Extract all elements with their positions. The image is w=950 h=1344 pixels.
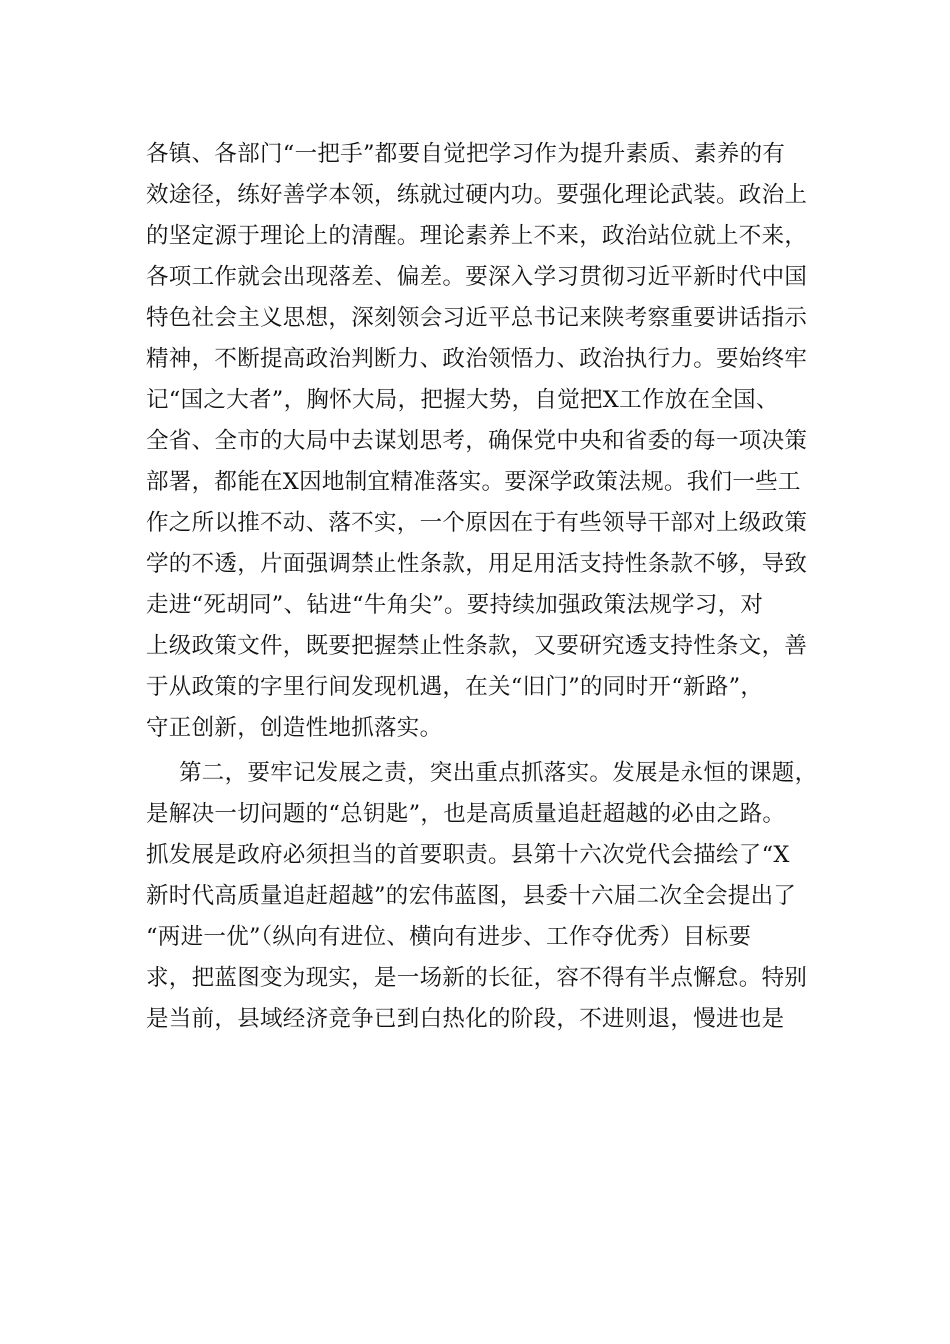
body-text bbox=[146, 134, 818, 1040]
text-line: 求，把蓝图变为现实，是一场新的长征，容不得有半点懈怠。特别 bbox=[146, 965, 808, 991]
text-line: 各镇、各部门“一把手”都要自觉把学习作为提升素质、素养的有 bbox=[146, 141, 786, 167]
text-line: 各项工作就会出现落差、偏差。要深入学习贯彻习近平新时代中国 bbox=[146, 264, 808, 290]
text-line: 学的不透，片面强调禁止性条款，用足用活支持性条款不够，导致 bbox=[146, 551, 808, 577]
paragraph-1 bbox=[146, 134, 810, 749]
text-line: 新时代高质量追赶超越”的宏伟蓝图，县委十六届二次全会提出了 bbox=[146, 883, 797, 909]
text-line: 效途径，练好善学本领，练就过硬内功。要强化理论武装。政治上 bbox=[146, 182, 808, 208]
text-line: 是当前，县域经济竞争已到白热化的阶段，不进则退，慢进也是 bbox=[146, 1006, 785, 1032]
text-line: 是解决一切问题的“总钥匙”，也是高质量追赶超越的必由之路。 bbox=[146, 801, 786, 827]
text-line: 抓发展是政府必须担当的首要职责。县第十六次党代会描绘了“X bbox=[146, 842, 790, 868]
text-line: 记“国之大者”，胸怀大局，把握大势，自觉把X工作放在全国、 bbox=[146, 387, 779, 413]
text-line: 上级政策文件，既要把握禁止性条款，又要研究透支持性条文，善 bbox=[146, 633, 808, 659]
text-line: 走进“死胡同”、钻进“牛角尖”。要持续加强政策法规学习，对 bbox=[146, 592, 764, 618]
text-line: 精神，不断提高政治判断力、政治领悟力、政治执行力。要始终牢 bbox=[146, 346, 808, 372]
text-line: “两进一优”（纵向有进位、横向有进步、工作夺优秀）目标要 bbox=[146, 924, 752, 950]
text-line: 特色社会主义思想，深刻领会习近平总书记来陕考察重要讲话指示 bbox=[146, 305, 808, 331]
text-line: 全省、全市的大局中去谋划思考，确保党中央和省委的每一项决策 bbox=[146, 428, 808, 454]
text-line: 守正创新，创造性地抓落实。 bbox=[146, 715, 443, 741]
paragraph-2 bbox=[146, 753, 818, 1040]
text-line: 的坚定源于理论上的清醒。理论素养上不来，政治站位就上不来， bbox=[146, 223, 808, 249]
text-line: 作之所以推不动、落不实，一个原因在于有些领导干部对上级政策 bbox=[146, 510, 808, 536]
text-line: 于从政策的字里行间发现机遇，在关“旧门”的同时开“新路”， bbox=[146, 674, 764, 700]
text-line: 第二，要牢记发展之责，突出重点抓落实。发展是永恒的课题， bbox=[179, 760, 818, 786]
text-line: 部署，都能在X因地制宜精准落实。要深学政策法规。我们一些工 bbox=[146, 469, 801, 495]
